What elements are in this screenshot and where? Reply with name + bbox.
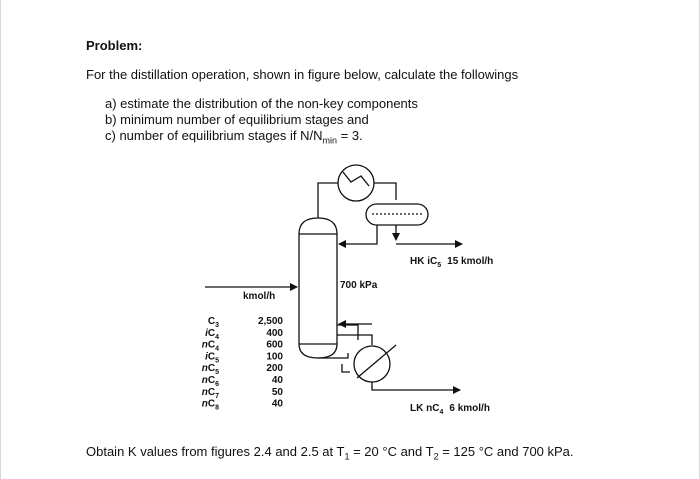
feed-component-2: $nC_4$ — [201, 339, 219, 353]
feed-flow-0: 2,500 — [257, 316, 283, 327]
feed-component-0: $C_3$ — [207, 316, 219, 329]
problem-title: Problem: — [86, 38, 143, 53]
feed-component-5: $nC_6$ — [201, 375, 219, 388]
task-a: a) estimate the distribution of the non-key components — [105, 96, 418, 111]
footer-note: Obtain K values from figures 2.4 and 2.5 at $T_1 = 20$ °C and $T_2 = 125$ °C and 700 kPa. — [86, 444, 574, 462]
feed-flow-7: 40 — [271, 398, 283, 410]
condenser-icon — [338, 165, 374, 201]
feed-table — [202, 316, 284, 412]
pressure-label: 700 kPa — [340, 280, 378, 291]
column-shell — [299, 218, 337, 358]
task-c: c) number of equilibrium stages if $N/N_{min} = 3$. — [105, 128, 363, 146]
feed-flow-5: 40 — [271, 375, 283, 386]
task-b: b) minimum number of equilibrium stages and — [105, 112, 369, 127]
feed-component-1: $iC_4$ — [205, 327, 219, 341]
feed-component-6: $nC_7$ — [201, 386, 219, 400]
feed-flow-6: 50 — [271, 386, 283, 398]
feed-component-7: $nC_8$ — [201, 398, 219, 412]
feed-flow-4: 200 — [266, 363, 283, 375]
distillate-label: HK $iC_5$ 15 kmol/h — [410, 256, 494, 269]
feed-flow-3: 100 — [266, 351, 283, 363]
feed-flow-2: 600 — [266, 339, 283, 351]
feed-flow-1: 400 — [266, 327, 283, 339]
bottoms-label: LK $nC_4$ 6 kmol/h — [410, 403, 490, 416]
feed-unit-label: kmol/h — [243, 291, 276, 302]
feed-component-3: $iC_5$ — [205, 351, 219, 365]
feed-component-4: $nC_5$ — [201, 363, 219, 377]
problem-intro: For the distillation operation, shown in figure below, calculate the followings — [86, 67, 519, 82]
